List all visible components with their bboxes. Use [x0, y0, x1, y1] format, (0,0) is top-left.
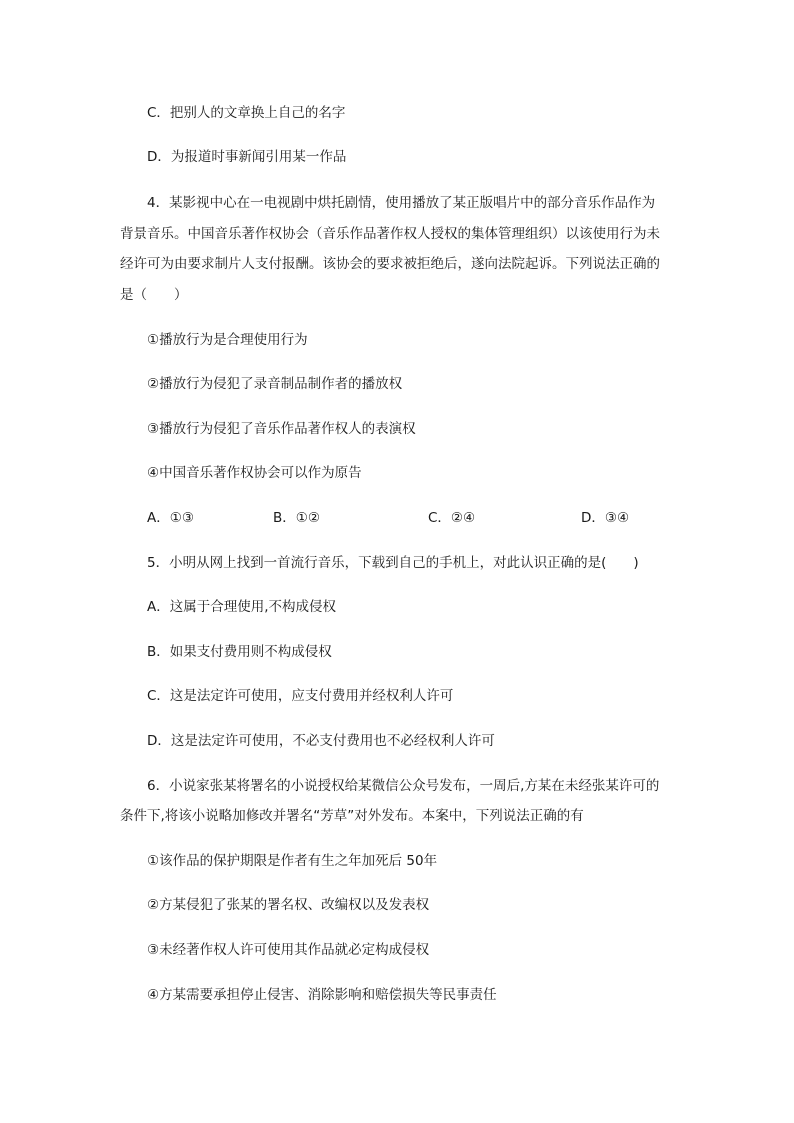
q5-stem: 5．小明从网上找到一首流行音乐，下载到自己的手机上，对此认识正确的是( ): [147, 555, 639, 571]
q6-stem-line-2: 条件下,将该小说略加修改并署名“芳草”对外发布。本案中，下列说法正确的有: [120, 808, 584, 824]
q4-item-3: ③播放行为侵犯了音乐作品著作权人的表演权: [147, 421, 416, 437]
q4-option-d: D．③④: [581, 510, 630, 526]
q5-option-c: C．这是法定许可使用，应支付费用并经权利人许可: [147, 688, 454, 704]
q6-stem-line-1: 6．小说家张某将署名的小说授权给某微信公众号发布，一周后,方某在未经张某许可的: [147, 778, 660, 794]
q4-option-a: A．①③: [147, 510, 194, 526]
q5-option-d: D．这是法定许可使用，不必支付费用也不必经权利人许可: [147, 733, 495, 749]
q4-stem-line-4: 是（ ）: [120, 287, 188, 303]
q4-option-c: C．②④: [428, 510, 476, 526]
q5-option-b: B．如果支付费用则不构成侵权: [147, 644, 332, 660]
q4-options-row: [0, 508, 794, 528]
q4-item-2: ②播放行为侵犯了录音制品制作者的播放权: [147, 376, 403, 392]
q6-item-4: ④方某需要承担停止侵害、消除影响和赔偿损失等民事责任: [147, 987, 497, 1003]
q5-option-a: A．这属于合理使用,不构成侵权: [147, 599, 337, 615]
q4-item-4: ④中国音乐著作权协会可以作为原告: [147, 465, 362, 481]
q4-stem-line-3: 经许可为由要求制片人支付报酬。该协会的要求被拒绝后，遂向法院起诉。下列说法正确的: [120, 256, 660, 272]
q3-option-d: D．为报道时事新闻引用某一作品: [147, 149, 347, 165]
q6-item-2: ②方某侵犯了张某的署名权、改编权以及发表权: [147, 897, 430, 913]
q4-item-1: ①播放行为是合理使用行为: [147, 332, 308, 348]
q6-item-1: ①该作品的保护期限是作者有生之年加死后 50年: [147, 853, 438, 869]
q4-stem-line-1: 4．某影视中心在一电视剧中烘托剧情，使用播放了某正版唱片中的部分音乐作品作为: [147, 195, 656, 211]
q6-item-3: ③未经著作权人许可使用其作品就必定构成侵权: [147, 942, 430, 958]
q4-option-b: B．①②: [273, 510, 320, 526]
q3-option-c: C．把别人的文章换上自己的名字: [147, 105, 346, 121]
q4-stem-line-2: 背景音乐。中国音乐著作权协会（音乐作品著作权人授权的集体管理组织）以该使用行为未: [120, 226, 660, 242]
